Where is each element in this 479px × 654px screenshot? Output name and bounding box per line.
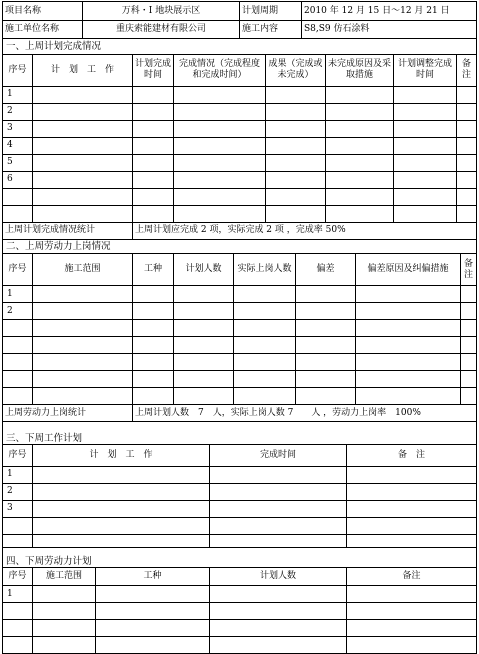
content-value: S8,S9 仿石涂料 <box>302 21 477 39</box>
table-row <box>3 534 477 547</box>
section4-table <box>2 548 477 654</box>
table-row <box>3 286 477 303</box>
s4-row-index <box>3 620 33 637</box>
table-row <box>3 103 477 120</box>
s1-col-status: 完成情况（完成程度和完成时间） <box>174 54 266 86</box>
s2-col-deviation: 偏差 <box>296 254 356 286</box>
table-row <box>3 86 477 103</box>
table-row <box>3 586 477 603</box>
s2-row-index <box>3 337 33 354</box>
s2-col-deviation-reason: 偏差原因及纠偏措施 <box>356 254 461 286</box>
table-row <box>3 603 477 620</box>
s3-row-index: 2 <box>3 483 33 500</box>
s4-col-remark: 备注 <box>347 568 477 586</box>
table-row <box>3 466 477 483</box>
section1-table <box>2 39 477 240</box>
table-row <box>3 205 477 222</box>
table-row <box>3 637 477 654</box>
unit-value: 重庆索能建材有限公司 <box>83 21 240 39</box>
table-row <box>3 483 477 500</box>
s2-row-index: 1 <box>3 286 33 303</box>
s4-row-index <box>3 603 33 620</box>
s1-col-plan-time: 计划完成时间 <box>133 54 174 86</box>
s1-row-index: 3 <box>3 120 33 137</box>
s1-col-adjust: 计划调整完成时间 <box>394 54 457 86</box>
s1-stat-label: 上周计划完成情况统计 <box>3 222 133 239</box>
section3-title: 三、下周工作计划 <box>3 422 477 444</box>
table-row <box>3 171 477 188</box>
s2-row-index <box>3 371 33 388</box>
s2-col-index: 序号 <box>3 254 33 286</box>
s2-col-actual-count: 实际上岗人数 <box>234 254 296 286</box>
s3-col-time: 完成时间 <box>210 444 347 466</box>
s1-col-result: 成果（完成或未完成） <box>266 54 326 86</box>
s3-row-index: 3 <box>3 500 33 517</box>
table-row <box>3 337 477 354</box>
header-table <box>2 1 477 39</box>
section3-table <box>2 422 477 548</box>
s1-stat-value: 上周计划应完成 2 项，实际完成 2 项 ，完成率 50% <box>133 222 477 239</box>
s3-row-index <box>3 517 33 534</box>
table-row <box>3 620 477 637</box>
s2-row-index <box>3 354 33 371</box>
table-row <box>3 320 477 337</box>
plan-period-value: 2010 年 12 月 15 日～12 月 21 日 <box>302 2 477 21</box>
s4-row-index: 1 <box>3 586 33 603</box>
table-row <box>3 371 477 388</box>
table-row <box>3 154 477 171</box>
s1-row-index: 4 <box>3 137 33 154</box>
content-label: 施工内容 <box>240 21 302 39</box>
s4-row-index <box>3 637 33 654</box>
table-row <box>3 188 477 205</box>
s4-col-index: 序号 <box>3 568 33 586</box>
s3-col-index: 序号 <box>3 444 33 466</box>
s1-col-index: 序号 <box>3 54 33 86</box>
project-name-value: 万科・I 地块展示区 <box>83 2 240 21</box>
table-row <box>3 388 477 405</box>
s4-col-scope: 施工范围 <box>33 568 96 586</box>
table-row <box>3 137 477 154</box>
s1-col-reason: 未完成原因及采取措施 <box>326 54 394 86</box>
table-row <box>3 354 477 371</box>
s2-col-plan-count: 计划人数 <box>174 254 234 286</box>
s2-col-scope: 施工范围 <box>33 254 133 286</box>
s1-col-work: 计 划 工 作 <box>33 54 133 86</box>
s3-col-work: 计 划 工 作 <box>33 444 210 466</box>
s4-col-trade: 工种 <box>96 568 210 586</box>
plan-period-label: 计划周期 <box>240 2 302 21</box>
table-row <box>3 120 477 137</box>
section2-table <box>2 240 477 423</box>
unit-label: 施工单位名称 <box>3 21 83 39</box>
s1-col-remark: 备注 <box>457 54 477 86</box>
s4-col-plan-count: 计划人数 <box>210 568 347 586</box>
s2-col-remark: 备注 <box>461 254 477 286</box>
s1-row-index: 1 <box>3 86 33 103</box>
section4-title: 四、下周劳动力计划 <box>3 548 477 568</box>
s2-row-index: 2 <box>3 303 33 320</box>
table-row <box>3 517 477 534</box>
project-name-label: 项目名称 <box>3 2 83 21</box>
s1-row-index: 5 <box>3 154 33 171</box>
s2-col-trade: 工种 <box>133 254 174 286</box>
s2-stat-label: 上周劳动力上岗统计 <box>3 405 133 422</box>
s1-row-index: 6 <box>3 171 33 188</box>
s2-stat-value: 上周计划人数 7 人，实际上岗人数 7 人 ，劳动力上岗率 100% <box>133 405 477 422</box>
s3-row-index: 1 <box>3 466 33 483</box>
s1-row-index: 2 <box>3 103 33 120</box>
weekly-plan-form <box>2 1 477 654</box>
s2-row-index <box>3 388 33 405</box>
table-row <box>3 303 477 320</box>
section1-title: 一、上周计划完成情况 <box>3 39 477 54</box>
s3-col-remark: 备 注 <box>347 444 477 466</box>
section2-title: 二、上周劳动力上岗情况 <box>3 240 477 254</box>
s2-row-index <box>3 320 33 337</box>
table-row <box>3 500 477 517</box>
s1-row-index <box>3 188 33 205</box>
